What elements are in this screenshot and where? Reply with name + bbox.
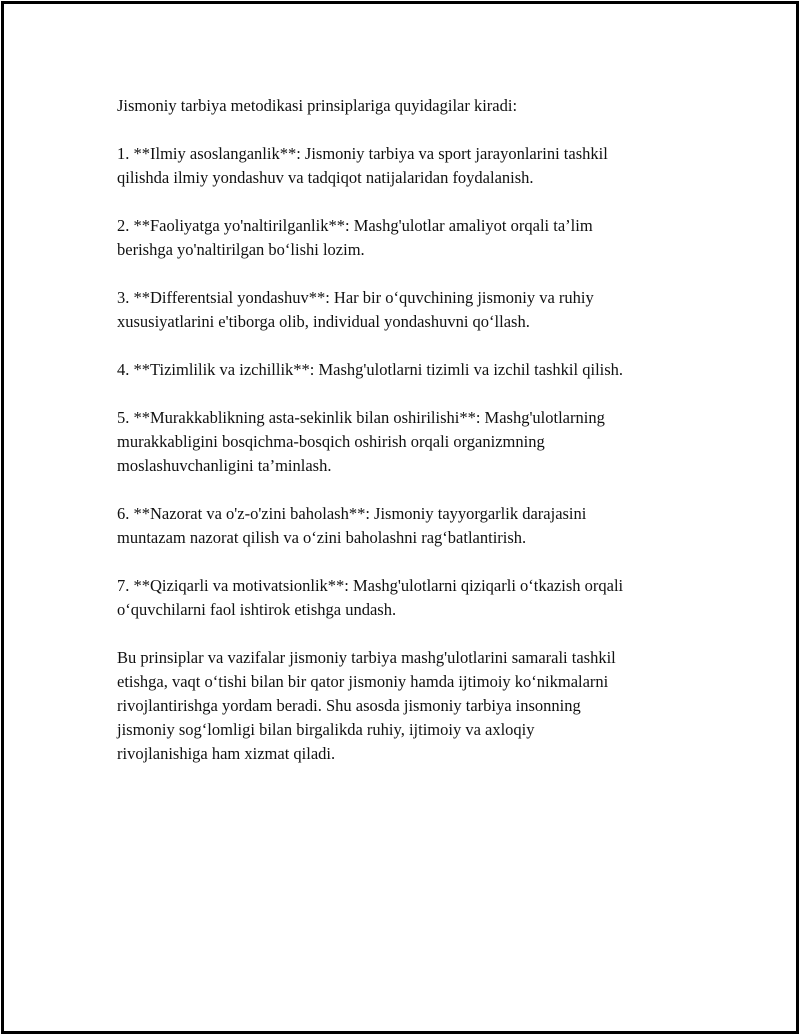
principle-6-paragraph: [117, 502, 697, 550]
principle-1-line-1: 1. **Ilmiy asoslanganlik**: Jismoniy tarbiya va sport jarayonlarini tashkil: [117, 144, 608, 163]
conclusion-line-4: jismoniy sog‘lomligi bilan birgalikda ruhiy, ijtimoiy va axloqiy: [117, 720, 535, 739]
principle-7-paragraph: [117, 574, 697, 622]
principle-5-line-1: 5. **Murakkablikning asta-sekinlik bilan oshirilishi**: Mashg'ulotlarning: [117, 408, 605, 427]
principle-1-paragraph: [117, 142, 697, 190]
principle-7-line-1: 7. **Qiziqarli va motivatsionlik**: Mashg'ulotlarni qiziqarli o‘tkazish orqali: [117, 576, 624, 595]
principle-5-line-3: moslashuvchanligini ta’minlash.: [117, 456, 332, 475]
principle-1-line-2: qilishda ilmiy yondashuv va tadqiqot natijalaridan foydalanish.: [117, 168, 534, 187]
principle-2-line-2: berishga yo'naltirilgan bo‘lishi lozim.: [117, 240, 365, 259]
principle-7-line-2: o‘quvchilarni faol ishtirok etishga undash.: [117, 600, 397, 619]
principle-5-paragraph: [117, 406, 697, 478]
conclusion-line-1: Bu prinsiplar va vazifalar jismoniy tarbiya mashg'ulotlarini samarali tashkil: [117, 648, 616, 667]
principle-3-line-2: xususiyatlarini e'tiborga olib, individual yondashuvni qo‘llash.: [117, 312, 530, 331]
principle-6-line-1: 6. **Nazorat va o'z-o'zini baholash**: Jismoniy tayyorgarlik darajasini: [117, 504, 587, 523]
principle-6-line-2: muntazam nazorat qilish va o‘zini baholashni rag‘batlantirish.: [117, 528, 527, 547]
intro-paragraph: [117, 94, 697, 118]
conclusion-line-3: rivojlantirishga yordam beradi. Shu asosda jismoniy tarbiya insonning: [117, 696, 581, 715]
principle-4-paragraph: [117, 358, 697, 382]
principle-3-line-1: 3. **Differentsial yondashuv**: Har bir o‘quvchining jismoniy va ruhiy: [117, 288, 594, 307]
principle-5-line-2: murakkabligini bosqichma-bosqich oshirish orqali organizmning: [117, 432, 545, 451]
principle-2-line-1: 2. **Faoliyatga yo'naltirilganlik**: Mashg'ulotlar amaliyot orqali ta’lim: [117, 216, 593, 235]
intro-line: Jismoniy tarbiya metodikasi prinsiplariga quyidagilar kiradi:: [117, 96, 518, 115]
principle-2-paragraph: [117, 214, 697, 262]
document-body: [117, 94, 697, 790]
principle-3-paragraph: [117, 286, 697, 334]
principle-4-line-1: 4. **Tizimlilik va izchillik**: Mashg'ulotlarni tizimli va izchil tashkil qilish.: [117, 360, 624, 379]
conclusion-line-2: etishga, vaqt o‘tishi bilan bir qator jismoniy hamda ijtimoiy ko‘nikmalarni: [117, 672, 609, 691]
conclusion-line-5: rivojlanishiga ham xizmat qiladi.: [117, 744, 336, 763]
conclusion-paragraph: [117, 646, 697, 766]
